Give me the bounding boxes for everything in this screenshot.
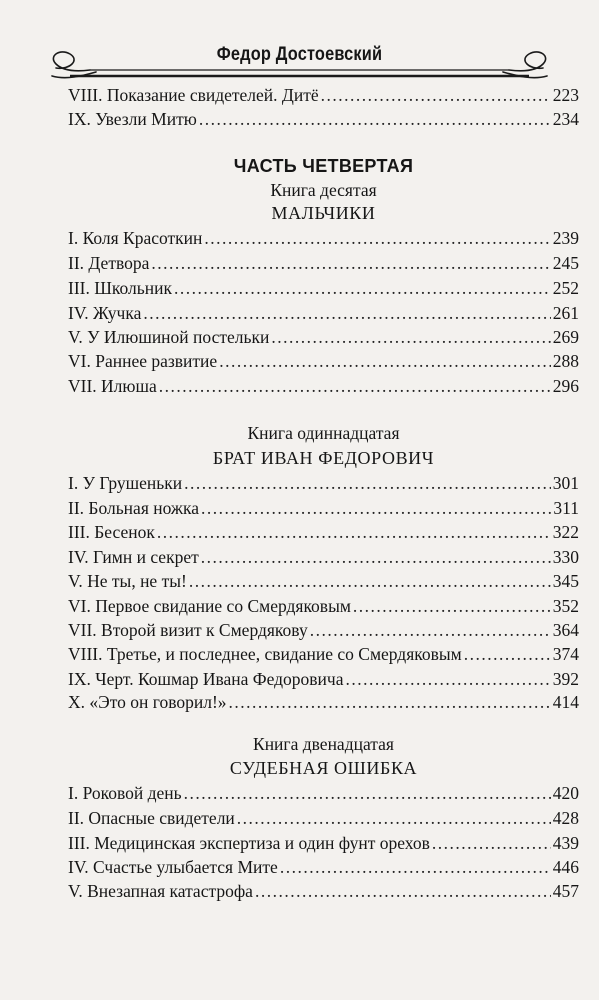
page-number: 345 [552,571,579,591]
dot-leader [237,808,551,829]
toc-entry [68,327,579,353]
running-header [0,30,599,90]
chapter-title: III. Медицинская экспертиза и один фунт орехов [68,833,430,853]
toc-entry [68,351,579,377]
chapter-title: V. У Илюшиной постельки [68,327,270,347]
dot-leader [151,253,550,274]
toc-entry [68,498,579,524]
toc-entry [68,303,579,329]
toc-entry [68,833,579,859]
chapter-title: IV. Гимн и секрет [68,547,199,567]
page-number: 364 [552,620,579,640]
toc-entry [68,881,579,907]
toc-entry [68,228,579,254]
dot-leader [310,620,551,641]
page-number: 296 [552,376,579,396]
dot-leader [157,522,551,543]
toc-entry [68,692,579,718]
page-number: 252 [552,278,579,298]
dot-leader [271,327,550,348]
toc-entry [68,376,579,402]
dot-leader [346,669,551,690]
chapter-title: IX. Черт. Кошмар Ивана Федоровича [68,669,344,689]
dot-leader [159,376,551,397]
page-number: 311 [553,498,579,518]
page-number: 322 [552,522,579,542]
toc-entry [68,857,579,883]
chapter-title: II. Детвора [68,253,150,273]
page-number: 269 [552,327,579,347]
dot-leader [174,278,551,299]
chapter-title: X. «Это он говорил!» [68,692,227,712]
dot-leader [201,498,551,519]
page-number: 223 [552,85,579,105]
dot-leader [204,228,550,249]
dot-leader [353,596,551,617]
dot-leader [184,473,551,494]
page-header-title: Федор Достоевский [216,44,383,65]
chapter-title: IV. Жучка [68,303,142,323]
page-number: 288 [552,351,579,371]
dot-leader [219,351,551,372]
book-title: СУДЕБНАЯ ОШИБКА [229,758,418,778]
chapter-title: VI. Раннее развитие [68,351,218,371]
dot-leader [255,881,551,902]
dot-leader [201,547,551,568]
page-number: 301 [552,473,579,493]
chapter-title: VIII. Третье, и последнее, свидание со Смердяковым [68,644,462,664]
chapter-title: II. Опасные свидетели [68,808,235,828]
dot-leader [229,692,551,713]
page-number: 420 [552,783,579,803]
page-number: 374 [552,644,579,664]
toc-entry [68,547,579,573]
toc-entry [68,620,579,646]
toc-entry [68,253,579,279]
page-number: 239 [552,228,579,248]
dot-leader [321,85,551,106]
chapter-title: I. Коля Красоткин [68,228,203,248]
toc-entry [68,783,579,809]
chapter-title: IV. Счастье улыбается Мите [68,857,278,877]
book-heading: Книга десятая [270,180,377,200]
chapter-title: II. Больная ножка [68,498,200,518]
page-number: 261 [552,303,579,323]
page-number: 392 [552,669,579,689]
page-number: 414 [552,692,579,712]
chapter-title: VII. Второй визит к Смердякову [68,620,308,640]
dot-leader [184,783,551,804]
page-number: 245 [552,253,579,273]
chapter-title: VI. Первое свидание со Смердяковым [68,596,351,616]
dot-leader [432,833,551,854]
dot-leader [199,109,551,130]
book-heading: Книга одиннадцатая [247,423,400,443]
page-number: 457 [552,881,579,901]
chapter-title: VIII. Показание свидетелей. Дитё [68,85,319,105]
chapter-title: III. Школьник [68,278,172,298]
page-number: 446 [552,857,579,877]
dot-leader [464,644,551,665]
toc-entry [68,571,579,597]
toc-entry [68,85,579,111]
toc-entry [68,522,579,548]
dot-leader [280,857,551,878]
page-number: 234 [552,109,579,129]
chapter-title: V. Внезапная катастрофа [68,881,253,901]
toc-entry [68,109,579,135]
chapter-title: III. Бесенок [68,522,155,542]
chapter-title: IX. Увезли Митю [68,109,197,129]
chapter-title: I. У Грушеньки [68,473,183,493]
chapter-title: VII. Илюша [68,376,157,396]
toc-entry [68,473,579,499]
page-number: 352 [552,596,579,616]
book-heading: Книга двенадцатая [253,734,394,754]
dot-leader [189,571,551,592]
toc-entry [68,808,579,834]
page-number: 330 [552,547,579,567]
chapter-title: I. Роковой день [68,783,182,803]
page-number: 439 [552,833,579,853]
part-heading: ЧАСТЬ ЧЕТВЕРТАЯ [233,156,414,176]
book-title: БРАТ ИВАН ФЕДОРОВИЧ [212,448,435,468]
toc-entry [68,278,579,304]
toc-entry [68,596,579,622]
page-number: 428 [552,808,579,828]
toc-entry [68,644,579,670]
book-title: МАЛЬЧИКИ [271,203,376,223]
dot-leader [143,303,550,324]
chapter-title: V. Не ты, не ты! [68,571,187,591]
